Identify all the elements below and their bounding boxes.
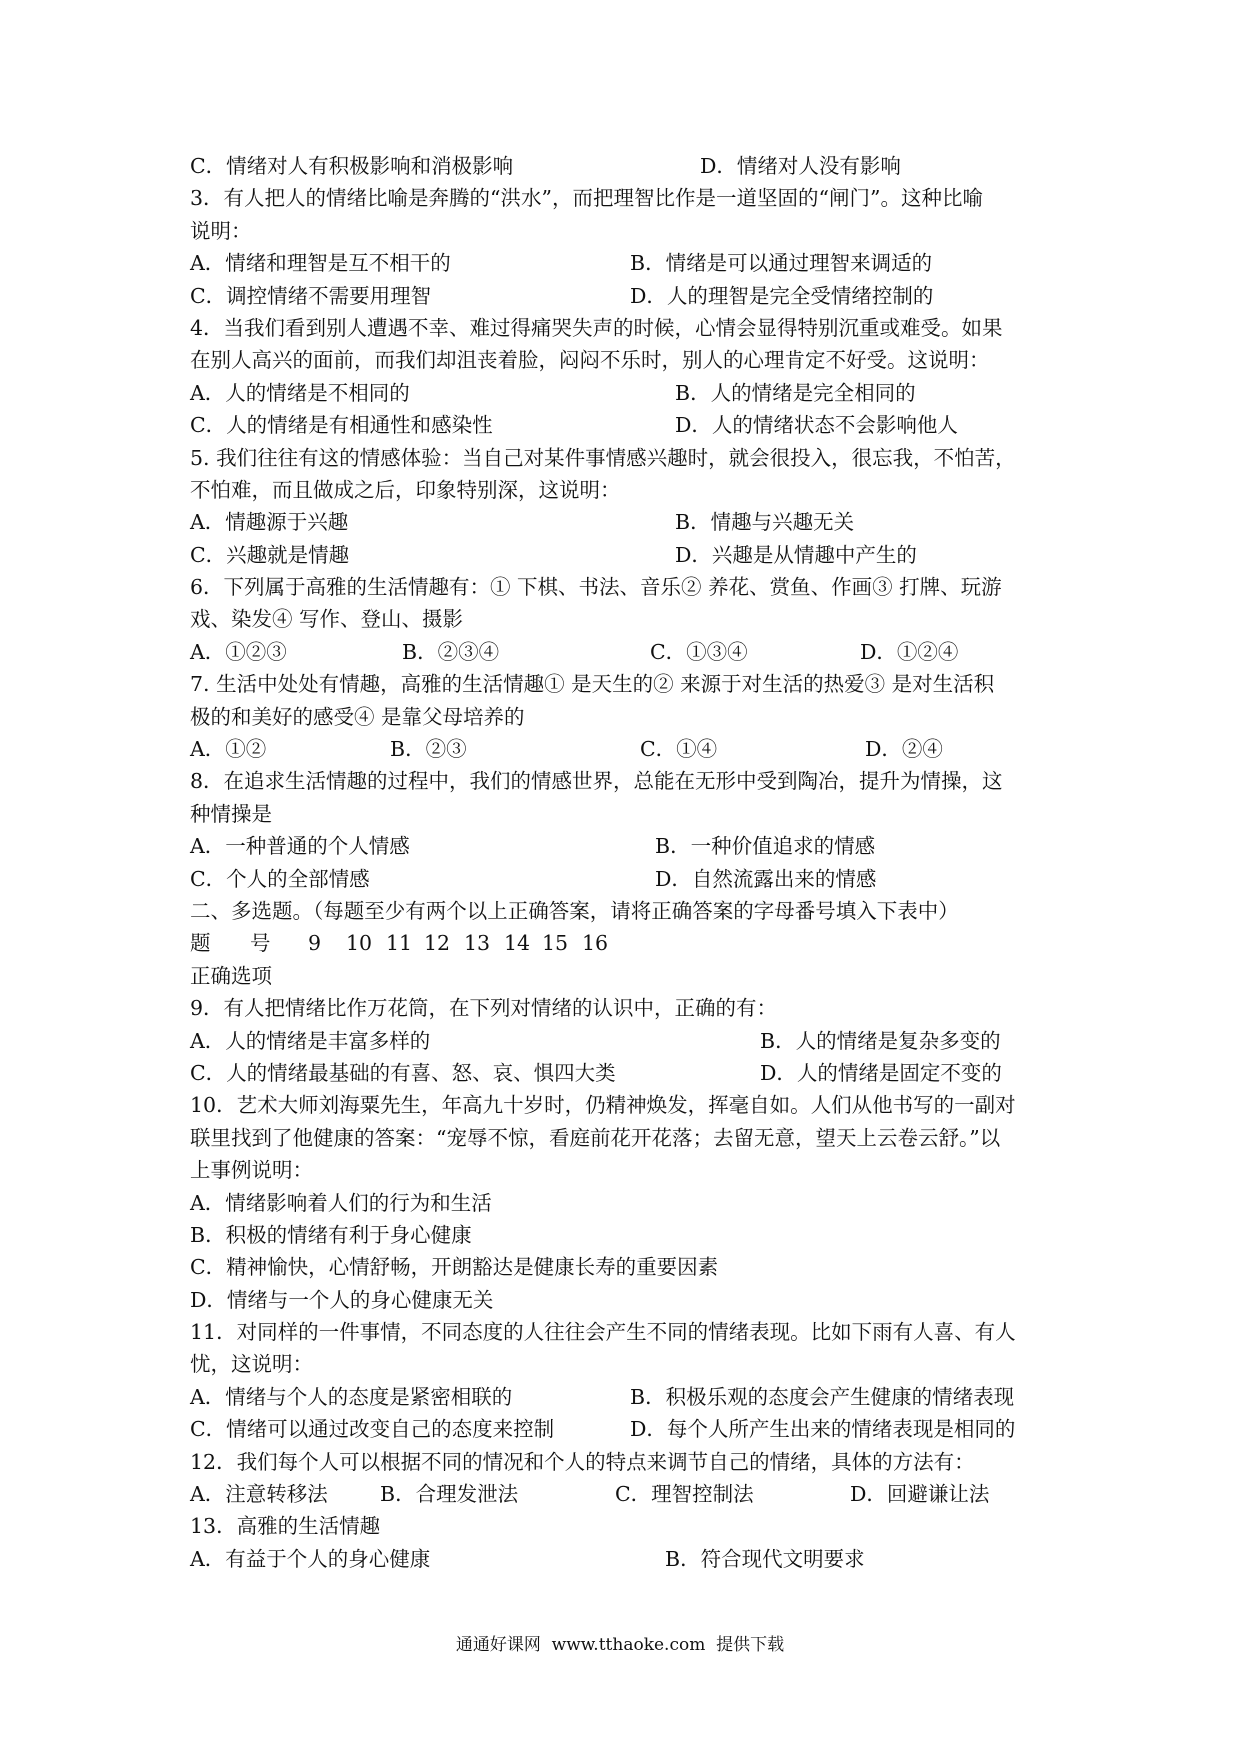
option-text: D．人的理智是完全受情绪控制的 — [630, 283, 934, 308]
option-row — [190, 830, 1070, 862]
option-text: B．符合现代文明要求 — [665, 1546, 865, 1571]
option-row — [190, 247, 1070, 279]
option-text: C．情绪对人有积极影响和消极影响 — [190, 154, 514, 178]
option-row — [190, 1413, 1070, 1445]
text-line: 不怕难，而且做成之后，印象特别深，这说明： — [190, 477, 621, 502]
option-text: A．注意转移法 — [190, 1482, 328, 1507]
text-line: 种情操是 — [190, 801, 272, 826]
option-text: D．人的情绪状态不会影响他人 — [675, 413, 958, 438]
option-text: D．人的情绪是固定不变的 — [760, 1060, 1002, 1085]
text-line: 上事例说明： — [190, 1158, 313, 1183]
option-row — [190, 927, 1070, 959]
option-text: D．自然流露出来的情感 — [655, 866, 877, 891]
option-row — [190, 1543, 1070, 1575]
option-text: 题 — [190, 931, 211, 956]
option-row — [190, 506, 1070, 538]
option-text: B．人的情绪是完全相同的 — [675, 380, 916, 405]
text-line: A．情绪影响着人们的行为和生活 — [190, 1190, 492, 1215]
option-text: D．①②④ — [860, 639, 959, 664]
option-text: A．一种普通的个人情感 — [190, 834, 410, 859]
text-line: 正确选项 — [190, 963, 272, 988]
text-line: 12．我们每个人可以根据不同的情况和个人的特点来调节自己的情绪，具体的方法有： — [190, 1449, 975, 1474]
option-row — [190, 539, 1070, 571]
option-text: 10 — [346, 931, 373, 956]
document-body — [190, 150, 1070, 1575]
text-line: 4．当我们看到别人遭遇不幸、难过得痛哭失声的时候，心情会显得特别沉重或难受。如果 — [190, 315, 1003, 340]
option-text: 9 — [308, 931, 322, 956]
text-line: 7. 生活中处处有情趣，高雅的生活情趣① 是天生的② 来源于对生活的热爱③ 是对生活积 — [190, 672, 995, 697]
text-line: 二、多选题。（每题至少有两个以上正确答案，请将正确答案的字母番号填入下表中） — [190, 898, 959, 923]
option-text: B．积极乐观的态度会产生健康的情绪表现 — [630, 1384, 1015, 1409]
option-text: A．人的情绪是不相同的 — [190, 380, 410, 405]
option-text: C．理智控制法 — [615, 1482, 754, 1507]
option-text: 15 — [542, 931, 569, 956]
option-text: 14 — [504, 931, 531, 956]
option-text: A．①② — [190, 737, 267, 762]
option-row — [190, 1025, 1070, 1057]
option-row — [190, 636, 1070, 668]
option-row — [190, 733, 1070, 765]
text-line: 在别人高兴的面前，而我们却沮丧着脸，闷闷不乐时，别人的心理肯定不好受。这说明： — [190, 348, 990, 373]
option-row — [190, 1057, 1070, 1089]
option-row — [190, 1381, 1070, 1413]
option-text: 13 — [464, 931, 491, 956]
option-text: D．②④ — [865, 737, 943, 762]
option-text: A．①②③ — [190, 639, 287, 664]
option-row — [190, 863, 1070, 895]
text-line: 9．有人把情绪比作万花筒，在下列对情绪的认识中，正确的有： — [190, 996, 778, 1021]
text-line: 6．下列属于高雅的生活情趣有：① 下棋、书法、音乐② 养花、赏鱼、作画③ 打牌、玩游 — [190, 575, 1002, 600]
option-text: 16 — [582, 931, 609, 956]
option-text: C．人的情绪最基础的有喜、怒、哀、惧四大类 — [190, 1060, 616, 1085]
option-text: B．合理发泄法 — [380, 1482, 519, 1507]
option-row — [190, 377, 1070, 409]
option-text: 号 — [250, 931, 271, 956]
option-text: B．②③④ — [402, 639, 500, 664]
text-line: 5. 我们往往有这的情感体验：当自己对某件事情感兴趣时，就会很投入，很忘我，不怕苦， — [190, 445, 1016, 470]
option-row — [190, 409, 1070, 441]
text-line: 8．在追求生活情趣的过程中，我们的情感世界，总能在无形中受到陶冶，提升为情操，这 — [190, 769, 1003, 794]
option-text: B．②③ — [390, 737, 467, 762]
option-text: C．①④ — [640, 737, 718, 762]
option-text: A．人的情绪是丰富多样的 — [190, 1028, 431, 1053]
option-text: D．回避谦让法 — [850, 1482, 990, 1507]
option-text: C．个人的全部情感 — [190, 866, 370, 891]
text-line: 戏、染发④ 写作、登山、摄影 — [190, 607, 464, 632]
option-text: C．人的情绪是有相通性和感染性 — [190, 413, 493, 438]
text-line: B．积极的情绪有利于身心健康 — [190, 1222, 472, 1247]
option-text: B．一种价值追求的情感 — [655, 834, 876, 859]
text-line: 3．有人把人的情绪比喻是奔腾的“洪水”，而把理智比作是一道坚固的“闸门”。这种比喻 — [190, 186, 983, 211]
option-text: A．情绪和理智是互不相干的 — [190, 251, 451, 276]
option-text: D．情绪对人没有影响 — [700, 154, 901, 178]
option-text: D．每个人所产生出来的情绪表现是相同的 — [630, 1417, 1016, 1442]
text-line: C．精神愉快，心情舒畅，开朗豁达是健康长寿的重要因素 — [190, 1255, 719, 1280]
page-footer: 通通好课网 www.tthaoke.com 提供下载 — [455, 1635, 785, 1655]
text-line: D．情绪与一个人的身心健康无关 — [190, 1287, 494, 1312]
option-text: A．情绪与个人的态度是紧密相联的 — [190, 1384, 513, 1409]
option-text: C．兴趣就是情趣 — [190, 542, 350, 567]
option-text: A．情趣源于兴趣 — [190, 510, 349, 535]
option-text: B．人的情绪是复杂多变的 — [760, 1028, 1001, 1053]
text-line: 联里找到了他健康的答案：“宠辱不惊，看庭前花开花落；去留无意，望天上云卷云舒。”以 — [190, 1125, 1001, 1150]
option-text: A．有益于个人的身心健康 — [190, 1546, 431, 1571]
option-text: C．①③④ — [650, 639, 748, 664]
option-text: B．情趣与兴趣无关 — [675, 510, 855, 535]
text-line: 11．对同样的一件事情，不同态度的人往往会产生不同的情绪表现。比如下雨有人喜、有人 — [190, 1320, 1016, 1345]
option-text: C．调控情绪不需要用理智 — [190, 283, 432, 308]
option-text: 12 — [424, 931, 451, 956]
text-line: 10．艺术大师刘海粟先生，年高九十岁时，仍精神焕发，挥毫自如。人们从他书写的一副对 — [190, 1093, 1016, 1118]
option-text: B．情绪是可以通过理智来调适的 — [630, 251, 933, 276]
option-text: C．情绪可以通过改变自己的态度来控制 — [190, 1417, 555, 1442]
option-row — [190, 1478, 1070, 1510]
option-row — [190, 280, 1070, 312]
option-text: 11 — [386, 931, 413, 956]
text-line: 极的和美好的感受④ 是靠父母培养的 — [190, 704, 525, 729]
option-text: D．兴趣是从情趣中产生的 — [675, 542, 917, 567]
text-line: 忧，这说明： — [190, 1352, 313, 1377]
option-row — [190, 150, 1070, 182]
text-line: 说明： — [190, 218, 252, 243]
text-line: 13．高雅的生活情趣 — [190, 1514, 381, 1539]
